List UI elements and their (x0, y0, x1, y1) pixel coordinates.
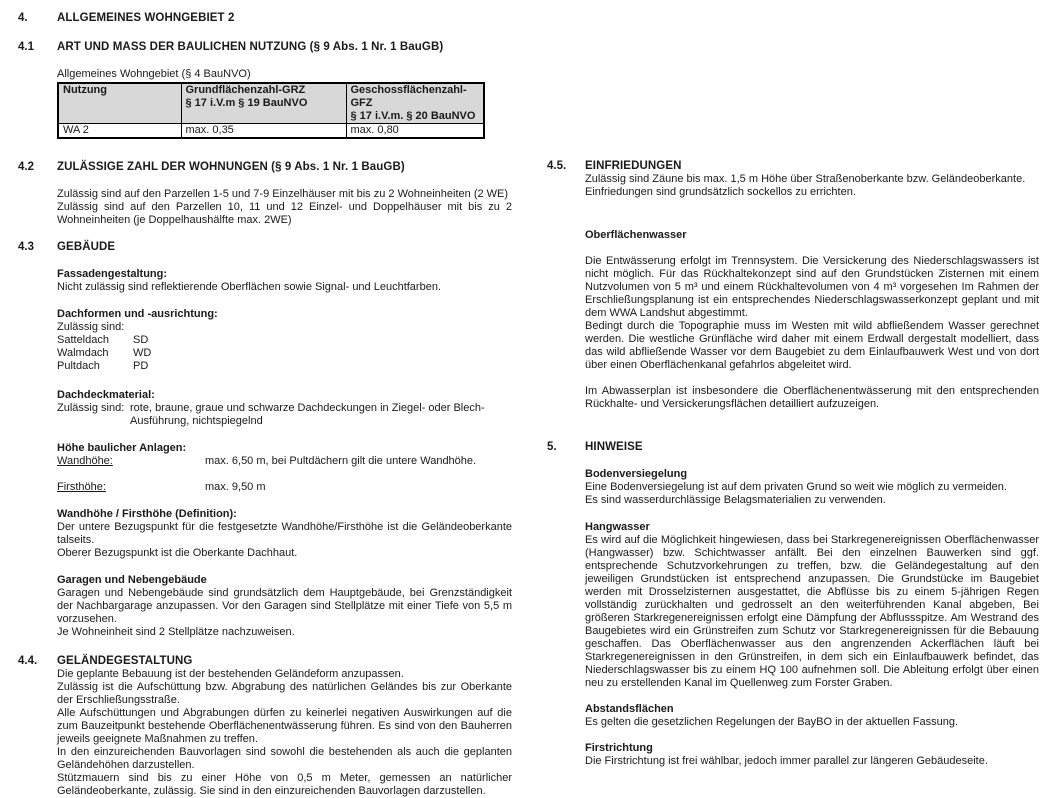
section-4-2-number: 4.2 (18, 161, 34, 173)
firsthoehe-value: max. 9,50 m (205, 481, 266, 493)
header-cell-line: Grundflächenzahl-GRZ (185, 84, 306, 96)
wandhoehe-row (57, 455, 512, 468)
oberflaechenwasser-heading: Oberflächenwasser (585, 229, 687, 241)
paragraph: Im Abwasserplan ist insbesondere die Oberflächenentwässerung mit den entsprechenden Rückhalte- und Versickerungsflächen detailliert aufzuzeigen. (585, 385, 1039, 410)
paragraph: Es gelten die gesetzlichen Regelungen der BayBO in der aktuellen Fassung. (585, 716, 959, 728)
table-row (58, 124, 484, 139)
section-4-4-title: GELÄNDEGESTALTUNG (57, 655, 193, 667)
section-4-3-number: 4.3 (18, 241, 34, 253)
cell-nutzung-wa2: WA 2 (58, 124, 181, 139)
table-header-nutzung (58, 83, 181, 124)
wandhoehe-label: Wandhöhe: (57, 455, 113, 467)
dachdeck-heading: Dachdeckmaterial: (57, 389, 155, 401)
dachformen-heading: Dachformen und -ausrichtung: (57, 308, 218, 320)
dachdeck-line: Ausführung, nichtspiegelnd (130, 415, 263, 427)
firsthoehe-label: Firsthöhe: (57, 481, 106, 493)
firstrichtung-heading: Firstrichtung (585, 742, 653, 754)
paragraph: Die Entwässerung erfolgt im Trennsystem. Die Versickerung des Niederschlagswassers ist nicht möglich. Für das Rückhaltekonzept sind auf den Grundstücken Zisternen mit einem Nutzvolumen von 5 m³ und einem Rückhaltevolumen von 4 m³ vorgesehen Im Rahmen der Erschließungsplanung ist ein entsprechendes Niederschlagswasserkonzept geplant und mit dem WWA Landshut abgestimmt. (585, 255, 1039, 319)
section-4 (18, 12, 512, 25)
paragraph: Bedingt durch die Topographie muss im Westen mit wild abfließendem Wasser gerechnet werden. Die westliche Grünfläche wird daher mit einem Erdwall dergestalt modelliert, dass das wild abfließende Wasser vor dem Baugebiet zu dem Einlaufbauwerk West und von dort über einen Oberflächenkanal gefahrlos abgeleitet wird. (585, 320, 1039, 371)
dachform-code: PD (133, 360, 149, 372)
paragraph: Zulässig ist die Aufschüttung bzw. Abgrabung des natürlichen Geländes bis zur Oberkante der Erschließungsstraße. (57, 681, 512, 706)
dachform-name: Satteldach (57, 334, 109, 346)
paragraph: Je Wohneinheit sind 2 Stellplätze nachzuweisen. (57, 626, 295, 638)
dachdeck-line: rote, braune, graue und schwarze Dachdeckungen in Ziegel- oder Blech- (130, 402, 485, 414)
definition-heading: Wandhöhe / Firsthöhe (Definition): (57, 508, 237, 520)
paragraph: In den einzureichenden Bauvorlagen sind sowohl die bestehenden als auch die geplanten Geländehöhen darzustellen. (57, 746, 512, 771)
paragraph: Die geplante Bebauung ist der bestehenden Geländeform anzupassen. (57, 668, 404, 680)
paragraph: Oberer Bezugspunkt ist die Oberkante Dachhaut. (57, 547, 298, 559)
section-4-3-title: GEBÄUDE (57, 241, 116, 253)
nutzung-table (57, 82, 485, 139)
dachdeck-text (130, 402, 512, 428)
section-4-4-number: 4.4. (18, 655, 38, 667)
header-cell-line: Nutzung (63, 84, 107, 96)
table-header-grz (181, 83, 346, 124)
wandhoehe-value: max. 6,50 m, bei Pultdächern gilt die untere Wandhöhe. (205, 455, 477, 467)
table-header-gfz (346, 83, 484, 124)
section-4-4 (18, 655, 512, 798)
section-4-5 (547, 160, 1039, 411)
paragraph: Stützmauern sind bis zu einer Höhe von 0,5 m Meter, gemessen an natürlicher Geländeoberkante, zulässig. Sie sind in den einzureichenden Bauvorlagen darzustellen. (57, 772, 512, 797)
section-4-2-title: ZULÄSSIGE ZAHL DER WOHNUNGEN (§ 9 Abs. 1 Nr. 1 BauGB) (57, 161, 405, 173)
section-4-1-title: ART UND MASS DER BAULICHEN NUTZUNG (§ 9 Abs. 1 Nr. 1 BauGB) (57, 41, 444, 53)
dachform-row (57, 334, 512, 347)
table-header-row (58, 83, 484, 124)
table-caption: Allgemeines Wohngebiet (§ 4 BauNVO) (57, 68, 251, 80)
paragraph: Die Firstrichtung ist frei wählbar, jedoch immer parallel zur längeren Gebäudeseite. (585, 755, 988, 767)
paragraph: Eine Bodenversiegelung ist auf dem privaten Grund so weit wie möglich zu vermeiden. (585, 481, 1007, 493)
section-5 (547, 441, 1039, 768)
hangwasser-heading: Hangwasser (585, 521, 650, 533)
cell-gfz-value: max. 0,80 (346, 124, 484, 139)
section-4-2 (18, 161, 512, 227)
paragraph: Nicht zulässig sind reflektierende Oberflächen sowie Signal- und Leuchtfarben. (57, 281, 441, 293)
section-5-number: 5. (547, 441, 557, 453)
header-cell-line: § 17 i.V.m § 19 BauNVO (185, 97, 308, 109)
paragraph: Zulässig sind auf den Parzellen 1-5 und 7-9 Einzelhäuser mit bis zu 2 Wohneinheiten (2 WE) (57, 188, 509, 200)
paragraph: Einfriedungen sind grundsätzlich sockellos zu errichten. (585, 186, 856, 198)
hoehe-heading: Höhe baulicher Anlagen: (57, 442, 187, 454)
garagen-heading: Garagen und Nebengebäude (57, 574, 207, 586)
header-cell-line: Geschossflächenzahl-GFZ (350, 84, 467, 109)
dachdeck-entry (57, 402, 512, 428)
section-5-title: HINWEISE (585, 441, 643, 453)
cell-grz-value: max. 0,35 (181, 124, 346, 139)
section-4-3 (18, 241, 512, 639)
paragraph: Zulässig sind auf den Parzellen 10, 11 und 12 Einzel- und Doppelhäuser mit bis zu 2 Wohneinheiten (je Doppelhaushälfte max. 2WE) (57, 201, 512, 226)
dachform-code: SD (133, 334, 149, 346)
dachform-row (57, 360, 512, 373)
section-4-number: 4. (18, 12, 28, 24)
section-4-title: ALLGEMEINES WOHNGEBIET 2 (57, 12, 235, 24)
section-4-5-number: 4.5. (547, 160, 567, 172)
paragraph: Es sind wasserdurchlässige Belagsmaterialien zu verwenden. (585, 494, 886, 506)
paragraph: Der untere Bezugspunkt für die festgesetzte Wandhöhe/Firsthöhe ist die Geländeoberkante talseits. (57, 521, 512, 546)
paragraph: Garagen und Nebengebäude sind grundsätzlich dem Hauptgebäude, bei Grenzständigkeit der Nachbargarage anzupassen. Vor den Garagen sind Stellplätze mit einer Tiefe von 5,5 m vorzusehen. (57, 587, 512, 625)
firsthoehe-row (57, 481, 512, 494)
abstandsflaechen-heading: Abstandsflächen (585, 703, 674, 715)
dachform-name: Pultdach (57, 360, 100, 372)
dachform-name: Walmdach (57, 347, 109, 359)
bodenversiegelung-heading: Bodenversiegelung (585, 468, 688, 480)
header-cell-line: § 17 i.V.m. § 20 BauNVO (350, 110, 476, 122)
section-4-1 (18, 41, 512, 139)
dachformen-intro: Zulässig sind: (57, 321, 125, 333)
paragraph: Alle Aufschüttungen und Abgrabungen dürfen zu keinerlei negativen Auswirkungen auf die zum Bauzeitpunkt bestehende Oberflächenentwässerung führen. Es sind von den Bauherren jeweils geeignete Maßnahmen zu treffen. (57, 707, 512, 745)
dachdeck-label: Zulässig sind: (57, 402, 125, 414)
section-4-1-number: 4.1 (18, 41, 34, 53)
dachform-code: WD (133, 347, 152, 359)
dachform-row (57, 347, 512, 360)
right-column (547, 0, 1039, 768)
paragraph: Es wird auf die Möglichkeit hingewiesen, dass bei Starkregenereignissen Oberflächenwasser (Hangwasser) bzw. Schichtwasser anfällt. Bei den einzelnen Bauwerken sind ggf. entsprechende Schutzvorkehrungen zu treffen, bzw. die Geländegestaltung auf den jeweiligen Grundstücken ist entsprechend anzupassen. Die Grundstücke im Baugebiet werden mit Drosselzisternen ausgestattet, die Abflüsse bis zu einem 5-jährigen Regen vollständig zurückhalten und gedrosselt an den weiterführenden Kanal abgeben, Bei größeren Starkregenereignissen erfolgt eine Dämpfung der Abflussspitze. Am Westrand des Baugebietes wird ein Grünstreifen zum Schutz vor Starkregenereignissen für die Bebauung geschaffen. Das Oberflächenwasser aus den angrenzenden Ackerflächen läuft bei Starkregenereignissen in den Grünstreifen, in dem sich ein Einlaufbauwerk befindet, das Niederschlagswasser bis zu einem HQ 100 aufnehmen soll. Die Ableitung erfolgt über einen neu zu erstellenden Kanal im Quellenweg zum Forster Graben. (585, 534, 1039, 689)
paragraph: Zulässig sind Zäune bis max. 1,5 m Höhe über Straßenoberkante bzw. Geländeoberkante. (585, 173, 1026, 185)
fassade-heading: Fassadengestaltung: (57, 268, 168, 280)
left-column (18, 0, 512, 798)
section-4-5-title: EINFRIEDUNGEN (585, 160, 682, 172)
